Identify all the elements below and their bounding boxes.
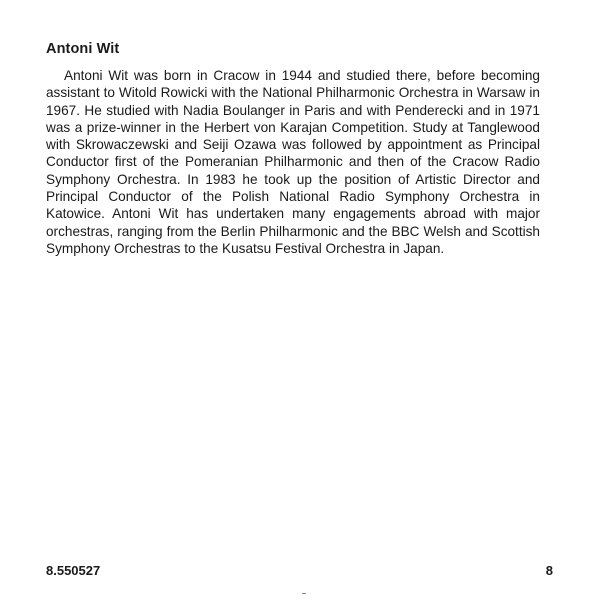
page-number: 8 [545, 563, 553, 578]
catalogue-number: 8.550527 [46, 563, 101, 578]
section-heading: Antoni Wit [46, 41, 120, 57]
print-mark [302, 593, 306, 594]
biography-paragraph: Antoni Wit was born in Cracow in 1944 and studied there, before becoming assistant to Witold Rowicki with the National Philharmonic Orchestra in Warsaw in 1967. He studied with Nadia Boulanger in Paris and with Penderecki and in 1971 was a prize-winner in the Herbert von Karajan Competition. Study at Tanglewood with Skrowaczewski and Seiji Ozawa was followed by appointment as Principal Conductor first of the Pomeranian Philharmonic and then of the Cracow Radio Symphony Orchestra. In 1983 he took up the position of Artistic Director and Principal Conductor of the Polish National Radio Symphony Orchestra in Katowice. Antoni Wit has undertaken many engagements abroad with major orchestras, ranging from the Berlin Philharmonic and the BBC Welsh and Scottish Symphony Orchestras to the Kusatsu Festival Orchestra in Japan. [46, 68, 540, 256]
